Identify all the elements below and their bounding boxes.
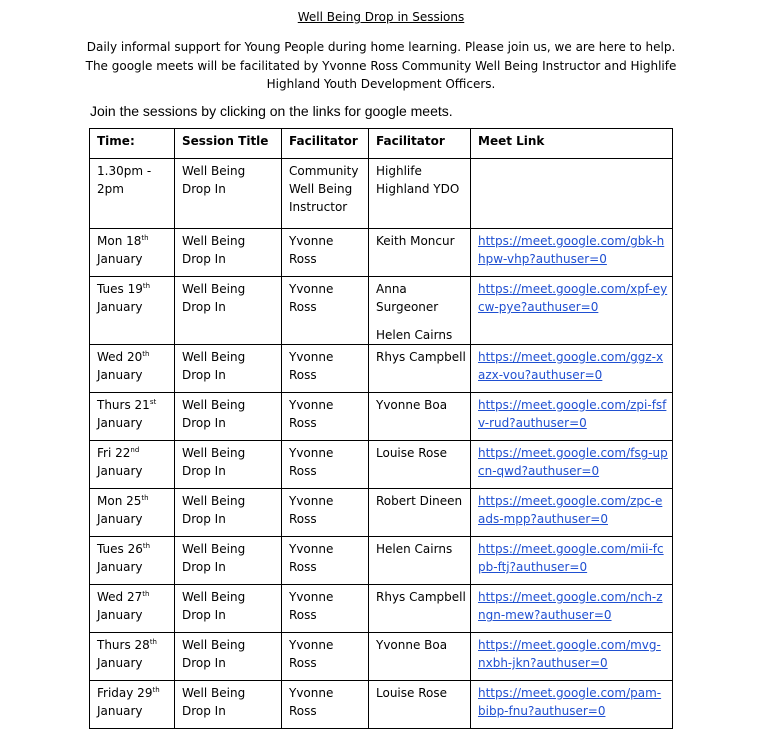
session-cell: Well Being Drop In	[175, 345, 282, 393]
facilitator-cell	[369, 681, 471, 729]
facilitator-name: Anna Surgeoner	[376, 282, 439, 314]
day-text: Tues 19	[97, 282, 143, 296]
month-text: January	[97, 512, 143, 526]
day-text: Mon 25	[97, 494, 142, 508]
day-suffix: th	[142, 542, 151, 550]
facilitator-cell	[369, 393, 471, 441]
facilitator-name: Yvonne Boa	[376, 398, 448, 412]
link-cell	[471, 159, 673, 229]
table-row	[90, 633, 673, 681]
facilitator-cell: Yvonne Ross	[282, 393, 369, 441]
day-text: Friday 29	[97, 686, 153, 700]
table-row	[90, 229, 673, 277]
facilitator-name: Yvonne Boa	[376, 638, 448, 652]
facilitator-name: Helen Cairns	[376, 542, 453, 556]
session-cell: Well Being Drop In	[175, 681, 282, 729]
day-text: Mon 18	[97, 234, 142, 248]
month-text: January	[97, 608, 143, 622]
facilitator-cell: Yvonne Ross	[282, 633, 369, 681]
header-row	[90, 129, 673, 159]
link-cell	[471, 681, 673, 729]
day-suffix: th	[142, 282, 151, 290]
facilitator-cell: Highlife Highland YDO	[369, 159, 471, 229]
facilitator-cell	[369, 489, 471, 537]
sessions-table	[89, 128, 673, 729]
month-text: January	[97, 464, 143, 478]
header-facilitator: Facilitator	[282, 129, 369, 159]
date-cell	[90, 537, 175, 585]
link-cell	[471, 393, 673, 441]
link-cell	[471, 229, 673, 277]
day-text: Thurs 21	[97, 398, 150, 412]
table-row	[90, 345, 673, 393]
month-text: January	[97, 704, 143, 718]
facilitator-cell: Community Well Being Instructor	[282, 159, 369, 229]
day-text: Wed 20	[97, 350, 143, 364]
day-suffix: nd	[130, 446, 140, 454]
month-text: January	[97, 252, 143, 266]
date-cell	[90, 441, 175, 489]
link-cell	[471, 489, 673, 537]
time-cell: 1.30pm - 2pm	[90, 159, 175, 229]
meet-link[interactable]: https://meet.google.com/fsg-upcn-qwd?authuser=0	[478, 446, 668, 478]
session-cell: Well Being Drop In	[175, 585, 282, 633]
day-text: Wed 27	[97, 590, 143, 604]
facilitator-cell	[369, 229, 471, 277]
month-text: January	[97, 368, 143, 382]
facilitator-cell	[369, 441, 471, 489]
meet-link[interactable]: https://meet.google.com/ggz-xazx-vou?authuser=0	[478, 350, 664, 382]
facilitator-cell: Yvonne Ross	[282, 585, 369, 633]
join-instructions: Join the sessions by clicking on the links for google meets.	[90, 103, 453, 119]
day-suffix: th	[142, 590, 150, 598]
session-cell: Well Being Drop In	[175, 229, 282, 277]
facilitator-name: Keith Moncur	[376, 234, 455, 248]
header-facilitator: Facilitator	[369, 129, 471, 159]
table-row	[90, 393, 673, 441]
facilitator-cell	[369, 633, 471, 681]
date-cell	[90, 633, 175, 681]
meet-link[interactable]: https://meet.google.com/zpc-eads-mpp?authuser=0	[478, 494, 663, 526]
header-time: Time:	[90, 129, 175, 159]
date-cell	[90, 345, 175, 393]
session-cell: Well Being Drop In	[175, 159, 282, 229]
meet-link[interactable]: https://meet.google.com/gbk-hhpw-vhp?authuser=0	[478, 234, 665, 266]
month-text: January	[97, 560, 143, 574]
link-cell	[471, 633, 673, 681]
page-title: Well Being Drop in Sessions	[297, 10, 465, 24]
facilitator-cell	[369, 277, 471, 345]
facilitator-cell: Yvonne Ross	[282, 345, 369, 393]
date-cell	[90, 229, 175, 277]
date-cell	[90, 585, 175, 633]
meet-link[interactable]: https://meet.google.com/zpi-fsfv-rud?authuser=0	[478, 398, 667, 430]
day-suffix: th	[152, 686, 160, 694]
session-cell: Well Being Drop In	[175, 393, 282, 441]
day-suffix: th	[149, 638, 157, 646]
day-text: Fri 22	[97, 446, 131, 460]
month-text: January	[97, 656, 143, 670]
table-row	[90, 537, 673, 585]
table-row	[90, 489, 673, 537]
link-cell	[471, 345, 673, 393]
day-text: Thurs 28	[97, 638, 150, 652]
table-row	[90, 277, 673, 345]
day-text: Tues 26	[97, 542, 143, 556]
facilitator-name: Helen Cairns	[376, 328, 453, 342]
day-suffix: th	[142, 350, 150, 358]
header-meet-link: Meet Link	[471, 129, 673, 159]
intro-line: Highland Youth Development Officers.	[266, 77, 496, 91]
facilitator-name: Rhys Campbell	[376, 590, 466, 604]
month-text: January	[97, 416, 143, 430]
date-cell	[90, 277, 175, 345]
session-cell: Well Being Drop In	[175, 441, 282, 489]
facilitator-name: Louise Rose	[376, 686, 447, 700]
link-cell	[471, 441, 673, 489]
day-suffix: th	[141, 234, 149, 242]
meet-link[interactable]: https://meet.google.com/mii-fcpb-ftj?authuser=0	[478, 542, 664, 574]
meet-link[interactable]: https://meet.google.com/mvg-nxbh-jkn?authuser=0	[478, 638, 661, 670]
header-session-title: Session Title	[175, 129, 282, 159]
date-cell	[90, 681, 175, 729]
day-suffix: st	[149, 398, 157, 406]
facilitator-name: Louise Rose	[376, 446, 447, 460]
meet-link[interactable]: https://meet.google.com/nch-zngn-mew?authuser=0	[478, 590, 663, 622]
facilitator-cell	[369, 537, 471, 585]
facilitator-cell	[369, 345, 471, 393]
intro-line: The google meets will be facilitated by Yvonne Ross Community Well Being Instructor and Highlife	[85, 58, 677, 73]
month-text: January	[97, 300, 143, 314]
session-cell: Well Being Drop In	[175, 633, 282, 681]
subheader-row	[90, 159, 673, 229]
facilitator-cell: Yvonne Ross	[282, 441, 369, 489]
intro-text	[0, 38, 762, 94]
session-cell: Well Being Drop In	[175, 537, 282, 585]
facilitator-cell: Yvonne Ross	[282, 277, 369, 345]
table-row	[90, 585, 673, 633]
link-cell	[471, 585, 673, 633]
intro-line: Daily informal support for Young People during home learning. Please join us, we are here to help.	[86, 40, 676, 54]
facilitator-name: Robert Dineen	[376, 494, 463, 508]
table-row	[90, 441, 673, 489]
facilitator-cell: Yvonne Ross	[282, 681, 369, 729]
meet-link[interactable]: https://meet.google.com/pam-bibp-fnu?authuser=0	[478, 686, 662, 718]
facilitator-cell: Yvonne Ross	[282, 489, 369, 537]
day-suffix: th	[141, 494, 149, 502]
facilitator-cell	[369, 585, 471, 633]
link-cell	[471, 277, 673, 345]
link-cell	[471, 537, 673, 585]
date-cell	[90, 393, 175, 441]
table-row	[90, 681, 673, 729]
session-cell: Well Being Drop In	[175, 277, 282, 345]
date-cell	[90, 489, 175, 537]
facilitator-cell: Yvonne Ross	[282, 229, 369, 277]
facilitator-cell: Yvonne Ross	[282, 537, 369, 585]
meet-link[interactable]: https://meet.google.com/xpf-eycw-pye?authuser=0	[478, 282, 668, 314]
session-cell: Well Being Drop In	[175, 489, 282, 537]
facilitator-name: Rhys Campbell	[376, 350, 466, 364]
